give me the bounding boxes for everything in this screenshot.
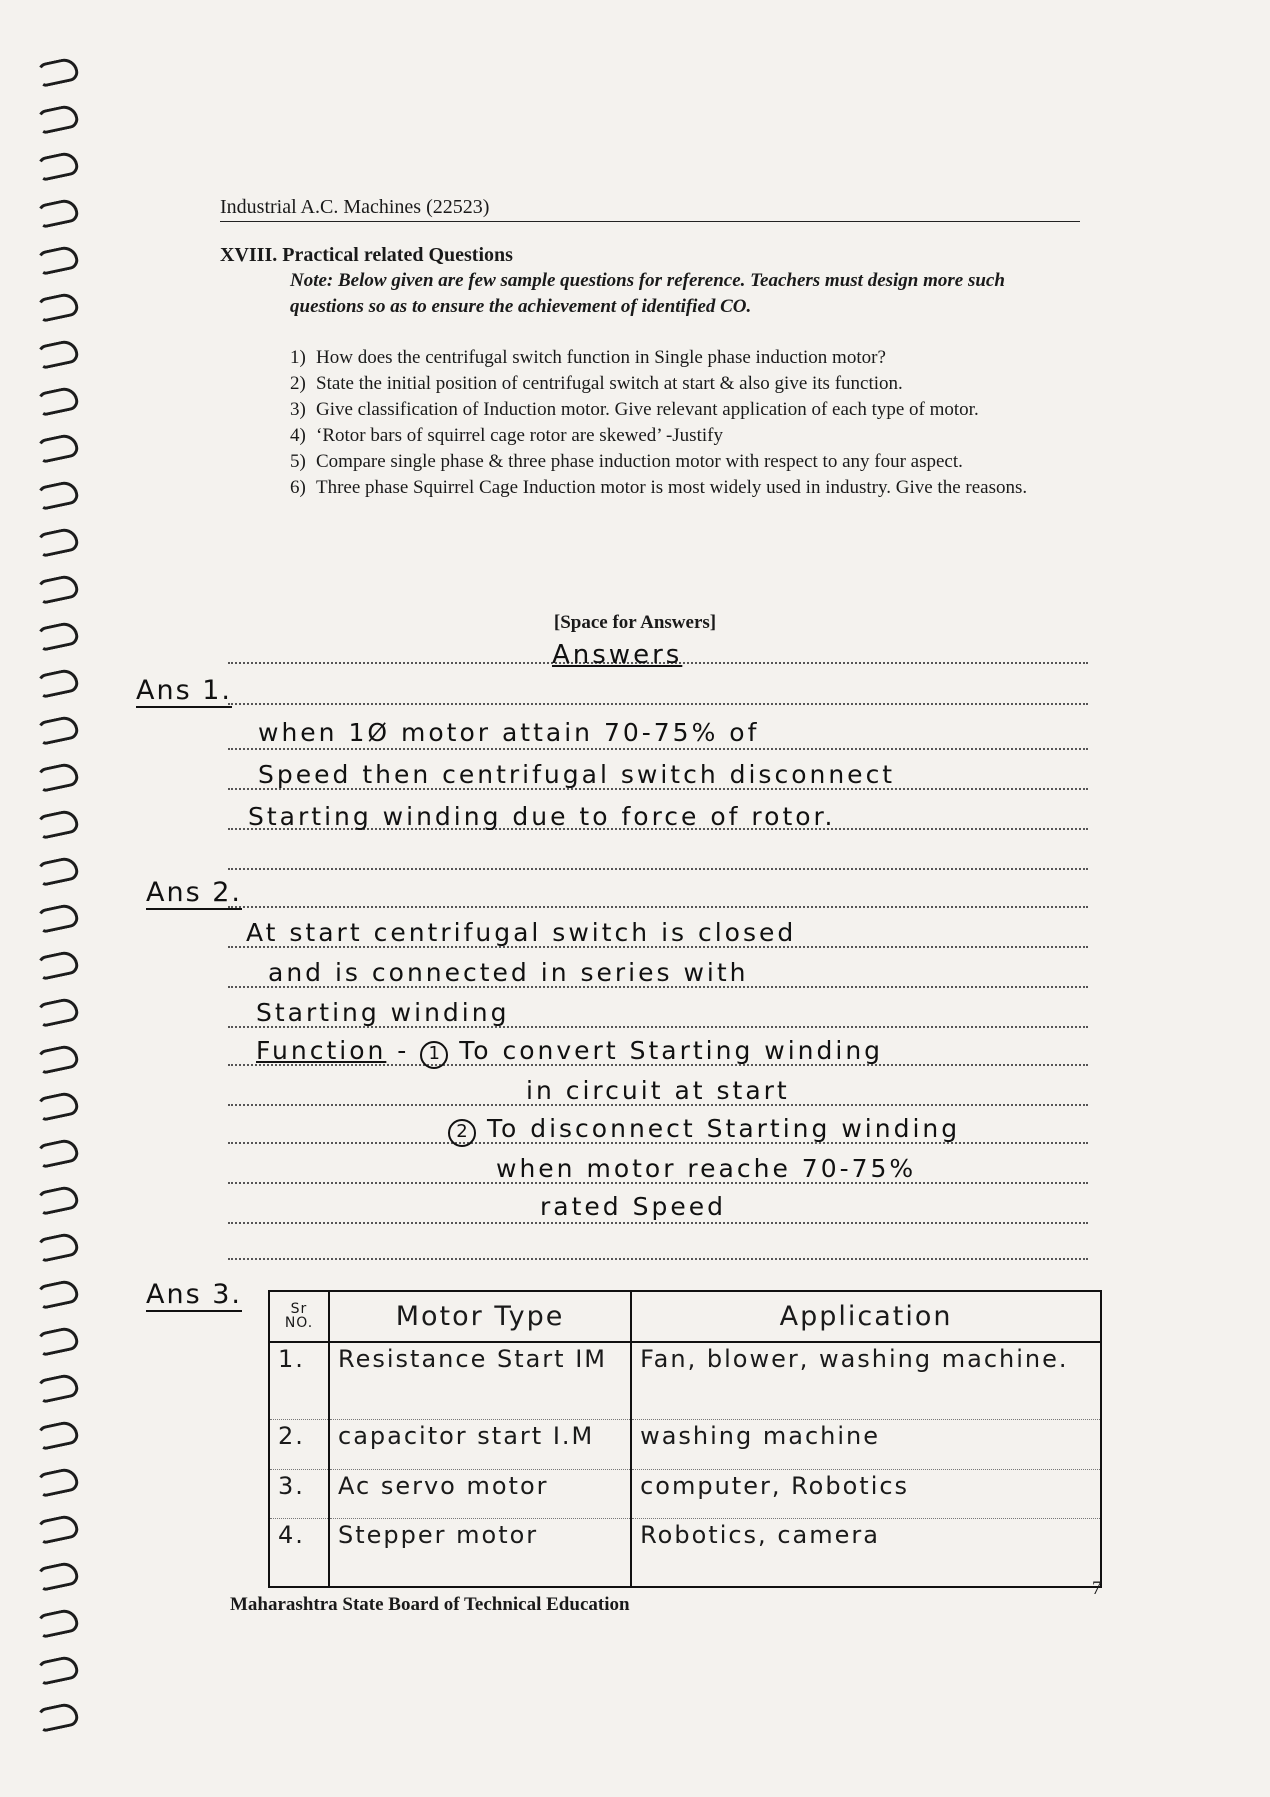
spiral-coil (36, 1184, 80, 1216)
table-row (269, 1419, 1101, 1469)
spiral-coil (36, 1043, 80, 1075)
spiral-coil (36, 808, 80, 840)
column-header-type: Motor Type (329, 1291, 631, 1342)
table-header-row (269, 1291, 1101, 1342)
spiral-coil (36, 902, 80, 934)
spiral-coil (36, 1325, 80, 1357)
point-1-marker: 1 (420, 1041, 448, 1069)
answer-2-function-row: Function - 1 To convert Starting winding (256, 1036, 883, 1069)
spiral-coil (36, 855, 80, 887)
spiral-coil (36, 1278, 80, 1310)
spiral-coil (36, 56, 80, 88)
subject-title: Industrial A.C. Machines (22523) (220, 196, 490, 218)
spiral-coil (36, 1466, 80, 1498)
question-item: 6) Three phase Squirrel Cage Induction motor is most widely used in industry. Give the reasons. (290, 477, 1028, 498)
answer-1-line: Starting winding due to force of rotor. (248, 802, 836, 831)
question-item: 5) Compare single phase & three phase induction motor with respect to any four aspect. (290, 451, 963, 472)
question-item: 3) Give classification of Induction motor. Give relevant application of each type of motor. (290, 399, 979, 420)
answer-2-line: in circuit at start (526, 1076, 790, 1105)
question-item: 4) ‘Rotor bars of squirrel cage rotor are skewed’ -Justify (290, 425, 723, 446)
question-list (290, 345, 1080, 501)
spiral-coil (36, 479, 80, 511)
spiral-coil (36, 1513, 80, 1545)
spiral-binding (38, 60, 78, 1780)
spiral-coil (36, 1701, 80, 1733)
answer-3-label: Ans 3. (146, 1279, 242, 1310)
table-row (269, 1469, 1101, 1519)
motor-application-table (268, 1290, 1102, 1588)
ruled-line (228, 1258, 1088, 1260)
spiral-coil (36, 1654, 80, 1686)
answer-space-title: [Space for Answers] (553, 612, 717, 633)
table-row (269, 1342, 1101, 1419)
ruled-line (228, 748, 1088, 750)
spiral-coil (36, 761, 80, 793)
answer-1-label: Ans 1. (136, 675, 232, 706)
spiral-coil (36, 432, 80, 464)
answer-1-line: Speed then centrifugal switch disconnect (258, 760, 896, 789)
spiral-coil (36, 150, 80, 182)
table-cell: Stepper motor (329, 1519, 631, 1587)
answer-2-line: when motor reache 70-75% (496, 1154, 917, 1183)
spiral-coil (36, 1137, 80, 1169)
table-cell: 4. (269, 1519, 329, 1587)
spiral-coil (36, 1419, 80, 1451)
ruled-line (228, 703, 1088, 705)
spiral-coil (36, 949, 80, 981)
table-cell: 3. (269, 1469, 329, 1519)
section-note: Note: Below given are few sample questions for reference. Teachers must design more such questions so as to ensure the achievement of identified CO. (290, 270, 1005, 317)
column-header-sr: Sr NO. (269, 1291, 329, 1342)
page-number: 7 (1092, 1578, 1102, 1599)
answer-2-line: rated Speed (540, 1192, 726, 1221)
spiral-coil (36, 714, 80, 746)
spiral-coil (36, 1090, 80, 1122)
table-cell: capacitor start I.M (329, 1419, 631, 1469)
table-cell: computer, Robotics (631, 1469, 1101, 1519)
question-item: 1) How does the centrifugal switch function in Single phase induction motor? (290, 347, 886, 368)
spiral-coil (36, 1607, 80, 1639)
spiral-coil (36, 573, 80, 605)
answers-heading: Answers (552, 640, 683, 670)
ruled-line (228, 868, 1088, 870)
spiral-coil (36, 1231, 80, 1263)
spiral-coil (36, 244, 80, 276)
spiral-coil (36, 996, 80, 1028)
table-cell: Fan, blower, washing machine. (631, 1342, 1101, 1419)
answer-2-point-2: 2 To disconnect Starting winding (448, 1114, 960, 1147)
spiral-coil (36, 385, 80, 417)
ruled-line (228, 1222, 1088, 1224)
answer-2-line: and is connected in series with (268, 958, 749, 987)
table-cell: Ac servo motor (329, 1469, 631, 1519)
table-cell: 1. (269, 1342, 329, 1419)
spiral-coil (36, 103, 80, 135)
answer-2-label: Ans 2. (146, 877, 242, 908)
ruled-line (228, 906, 1088, 908)
point-2-marker: 2 (448, 1119, 476, 1147)
spiral-coil (36, 197, 80, 229)
spiral-coil (36, 1372, 80, 1404)
table-row (269, 1519, 1101, 1587)
page-header (220, 196, 1080, 222)
spiral-coil (36, 1560, 80, 1592)
question-item: 2) State the initial position of centrifugal switch at start & also give its function. (290, 373, 903, 394)
spiral-coil (36, 667, 80, 699)
spiral-coil (36, 291, 80, 323)
spiral-coil (36, 526, 80, 558)
spiral-coil (36, 338, 80, 370)
table-cell: washing machine (631, 1419, 1101, 1469)
table-cell: 2. (269, 1419, 329, 1469)
function-label: Function (256, 1036, 387, 1065)
footer-board-name: Maharashtra State Board of Technical Education (230, 1594, 630, 1615)
table-cell: Resistance Start IM (329, 1342, 631, 1419)
column-header-app: Application (631, 1291, 1101, 1342)
answer-2-line: At start centrifugal switch is closed (246, 918, 797, 947)
answer-2-line: Starting winding (256, 998, 510, 1027)
table-cell: Robotics, camera (631, 1519, 1101, 1587)
answer-1-line: when 1Ø motor attain 70-75% of (258, 718, 760, 747)
section-title: XVIII. Practical related Questions (220, 244, 513, 266)
